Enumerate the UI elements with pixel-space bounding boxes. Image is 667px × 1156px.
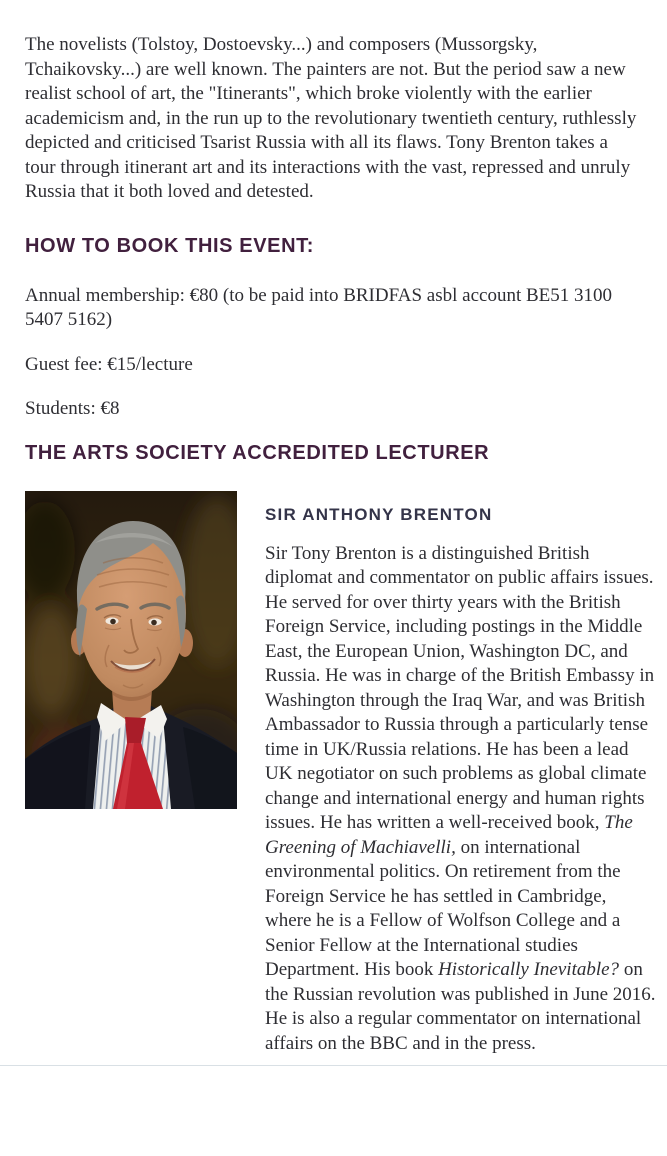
lecturer-photo (25, 491, 237, 809)
book-title-historically-inevitable: Historically Inevitable? (438, 959, 620, 980)
bio-text-3: on the Russian revolution was published in June 2016. He is also a regular commentator on international affairs on the BBC and in the press. (265, 959, 656, 1054)
booking-students: Students: €8 (25, 398, 120, 419)
section-divider (0, 1065, 667, 1066)
booking-heading: HOW TO BOOK THIS EVENT: (25, 234, 314, 257)
booking-guest-fee: Guest fee: €15/lecture (25, 353, 193, 375)
book-title-greening-of-machiavelli: The Greening of Machiavelli, (265, 812, 633, 858)
bio-text-1: Sir Tony Brenton is a distinguished British diplomat and commentator on public affairs issues. He served for over thirty years with the British Foreign Service, including postings in the Middle East, the European Union, Washington DC, and Russia. He was in charge of the British Embassy in Washington through the Iraq War, and was British Ambassador to Russia through a particularly tense time in UK/Russia relations. He has been a lead UK negotiator on such problems as global climate change and international energy and human rights issues. He has written a well-received book, (265, 542, 655, 833)
lecturer-name: SIR ANTHONY BRENTON (265, 504, 493, 524)
lecturer-heading: THE ARTS SOCIETY ACCREDITED LECTURER (25, 441, 490, 464)
lecturer-bio (265, 542, 657, 1057)
intro-paragraph: The novelists (Tolstoy, Dostoevsky...) and composers (Mussorgsky, Tchaikovsky...) are well known. The painters are not. But the period saw a new realist school of art, the "Itinerants", which broke violently with the earlier academicism and, in the run up to the revolutionary twentieth century, ruthlessly depicted and criticised Tsarist Russia with all its flaws. Tony Brenton takes a tour through itinerant art and its interactions with the vast, repressed and unruly Russia that it both loved and detested. (25, 34, 637, 202)
bio-text-2: on international environmental politics. On retirement from the Foreign Service he has settled in Cambridge, where he is a Fellow of Wolfson College and a Senior Fellow at the International studies Department. His book (265, 836, 621, 980)
lecturer-text-column (237, 491, 657, 1057)
booking-annual-membership: Annual membership: €80 (to be paid into BRIDFAS asbl account BE51 3100 5407 5162) (25, 284, 612, 330)
lecturer-portrait-illustration (25, 491, 237, 809)
lecturer-section (25, 491, 657, 1057)
